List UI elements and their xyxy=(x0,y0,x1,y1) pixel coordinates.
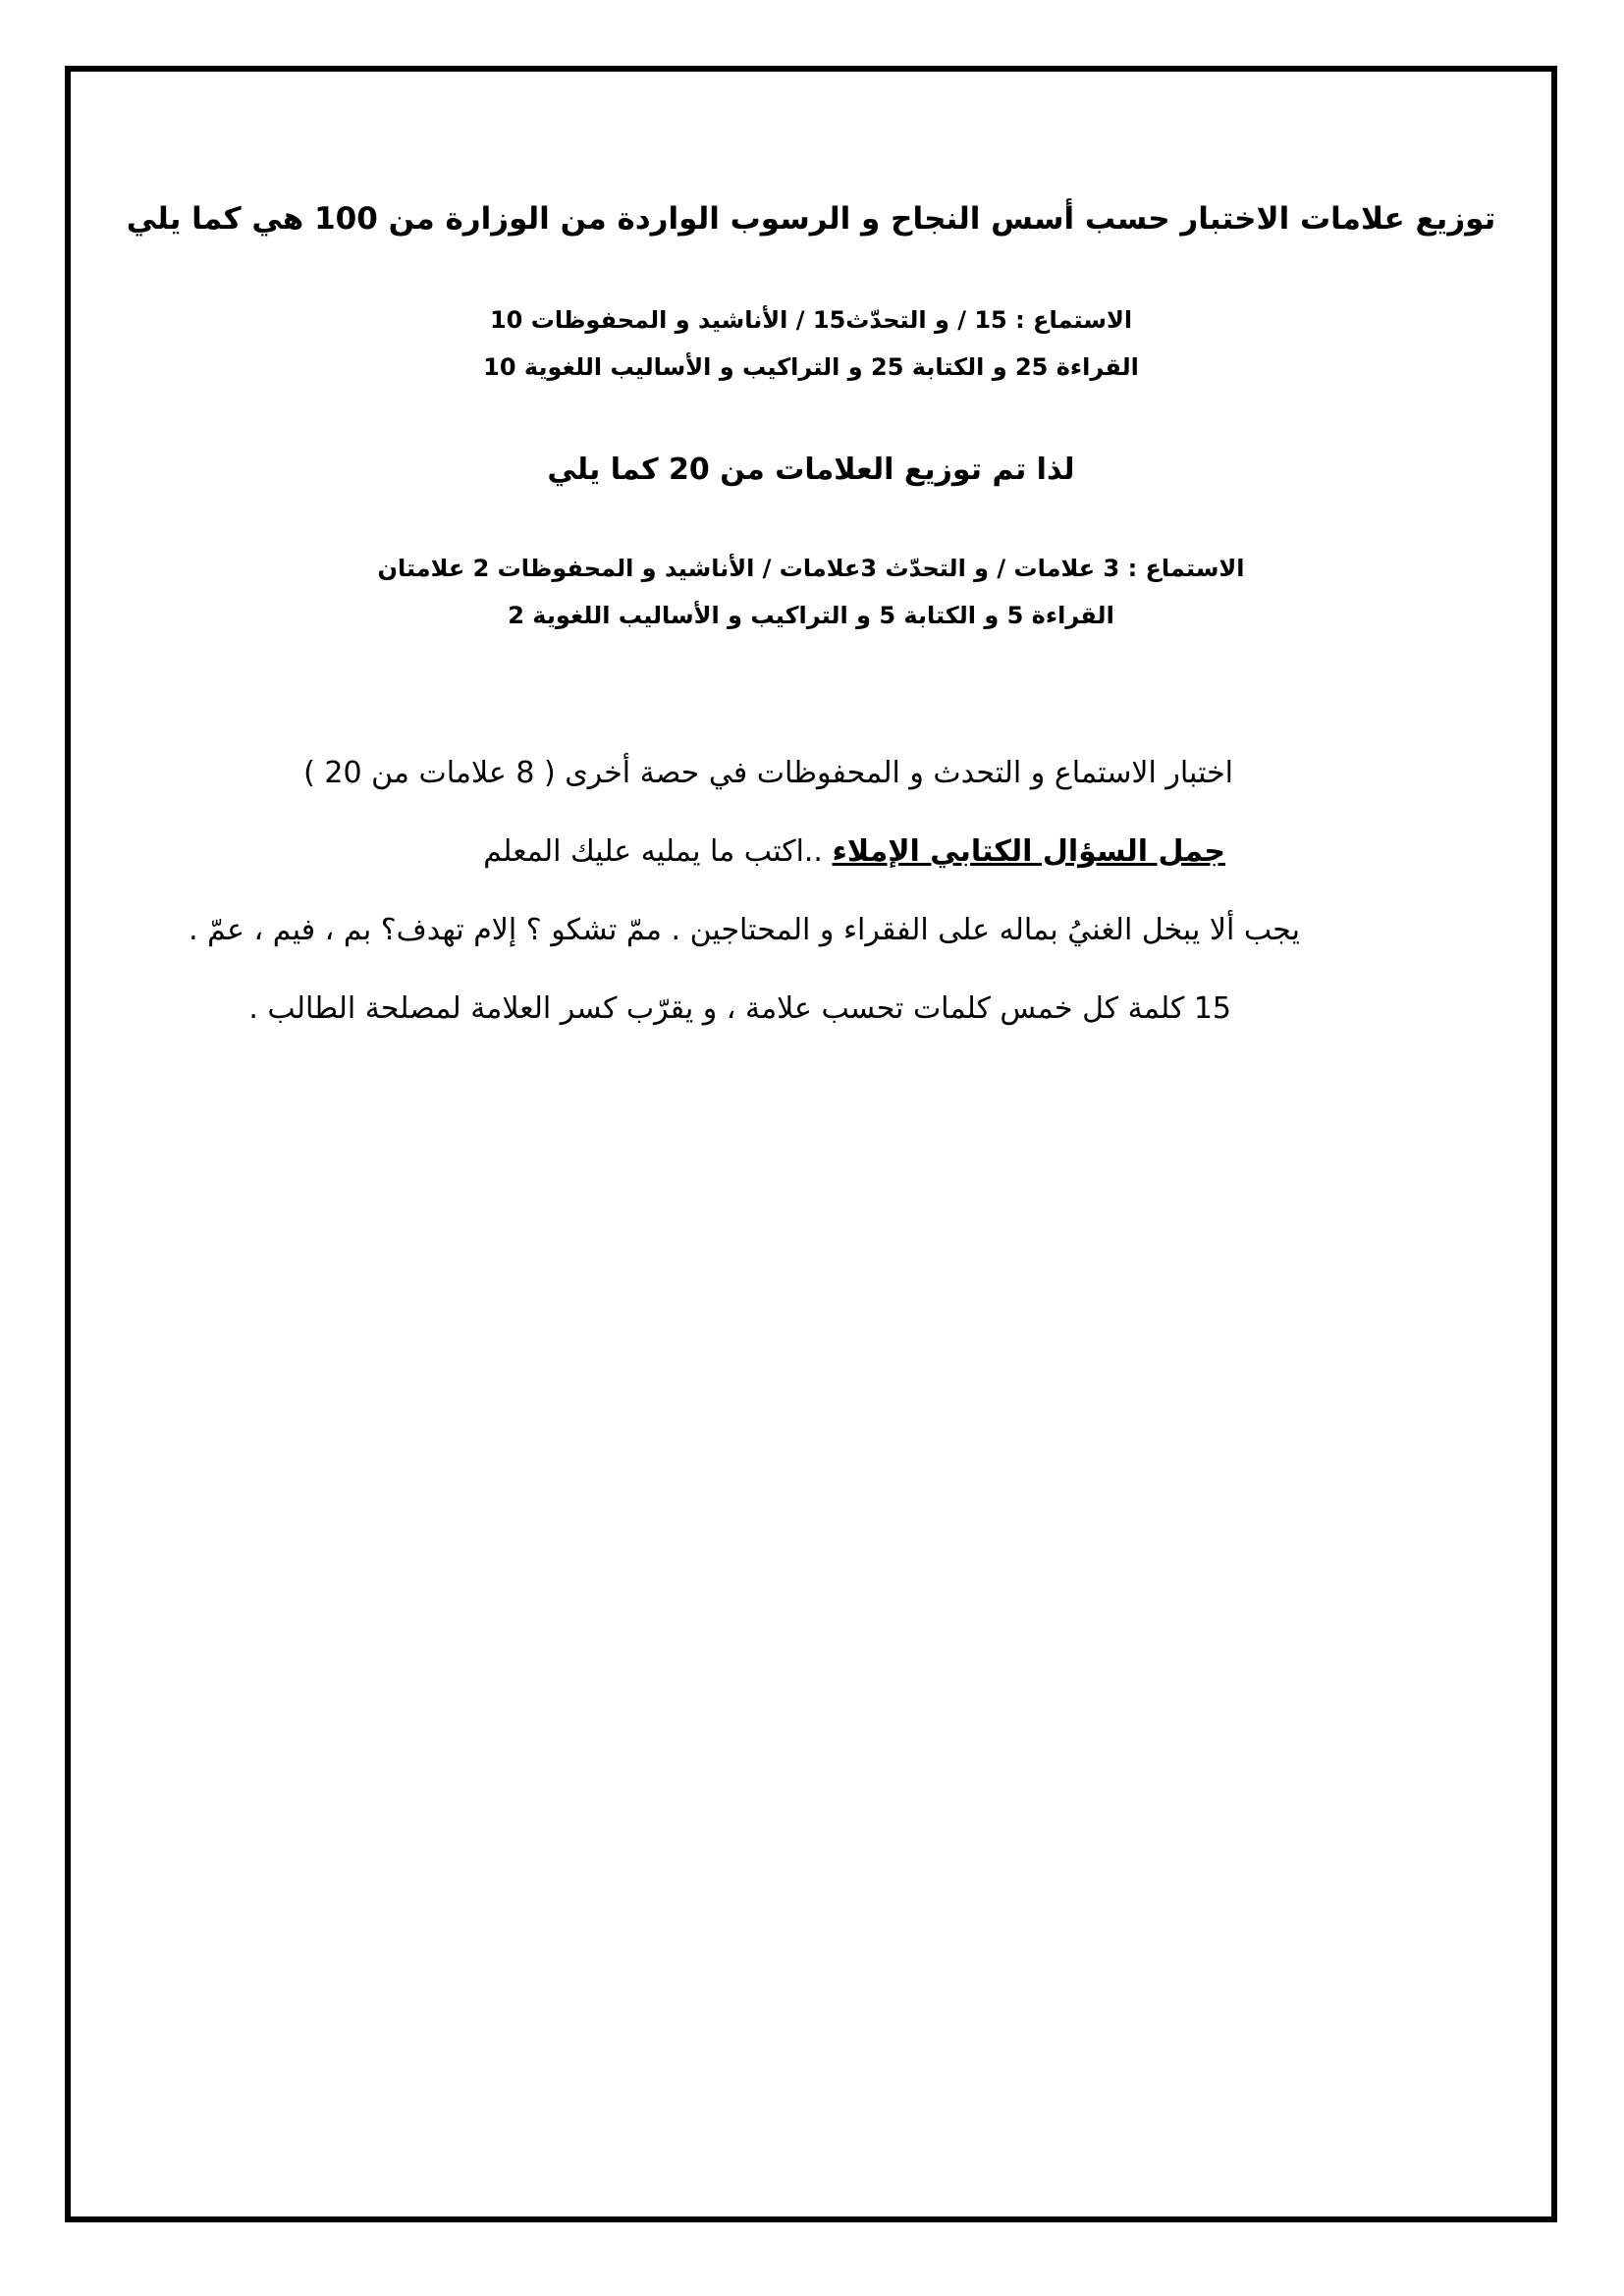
document-title: توزيع علامات الاختبار حسب أسس النجاح و الرسوب الواردة من الوزارة من 100 هي كما يلي xyxy=(126,201,1496,237)
exam-note: اختبار الاستماع و التحدث و المحفوظات في حصة أخرى ( 8 علامات من 20 ) xyxy=(303,756,1233,790)
twenty-scale-line-1: الاستماع : 3 علامات / و التحدّث 3علامات / الأناشيد و المحفوظات 2 علامتان xyxy=(377,555,1245,582)
page-border xyxy=(65,66,1557,2222)
twenty-scale-heading: لذا تم توزيع العلامات من 20 كما يلي xyxy=(547,453,1075,487)
dictation-label: جمل السؤال الكتابي الإملاء xyxy=(832,834,1225,869)
dictation-instruction: ..اكتب ما يمليه عليك المعلم xyxy=(483,834,833,869)
twenty-scale-line-2: القراءة 5 و الكتابة 5 و التراكيب و الأساليب اللغوية 2 xyxy=(508,602,1114,629)
grading-note: 15 كلمة كل خمس كلمات تحسب علامة ، و يقرّب كسر العلامة لمصلحة الطالب . xyxy=(248,991,1231,1026)
hundred-scale-line-2: القراءة 25 و الكتابة 25 و التراكيب و الأساليب اللغوية 10 xyxy=(483,353,1139,381)
hundred-scale-line-1: الاستماع : 15 / و التحدّث15 / الأناشيد و المحفوظات 10 xyxy=(489,306,1133,334)
dictation-line xyxy=(65,834,1557,869)
dictation-sentence: يجب ألا يبخل الغنيُ بماله على الفقراء و المحتاجين . ممّ تشكو ؟ إلام تهدف؟ بم ، فيم ، عمّ . xyxy=(189,913,1300,947)
